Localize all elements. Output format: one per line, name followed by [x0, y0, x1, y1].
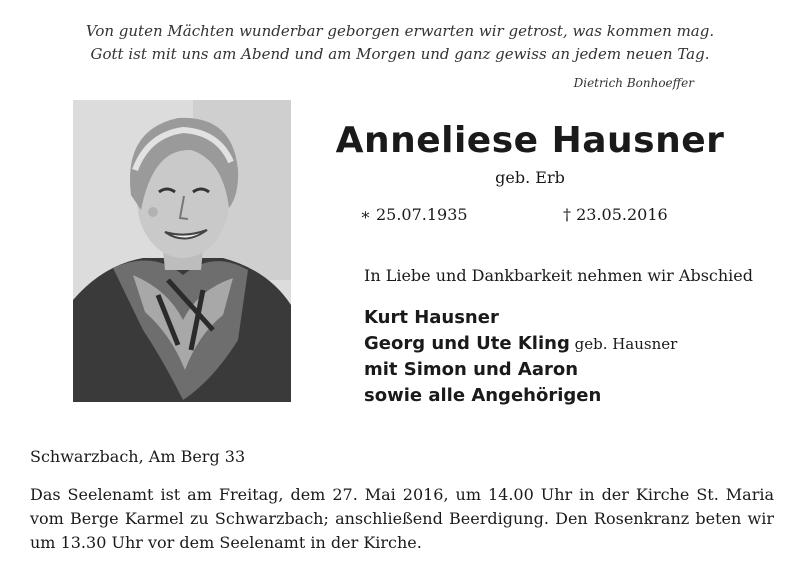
portrait-illustration: [73, 100, 291, 402]
quote-line-2: Gott ist mit uns am Abend und am Morgen und ganz gewiss an jedem neuen Tag.: [90, 45, 710, 63]
family-address: Schwarzbach, Am Berg 33: [30, 447, 246, 466]
mourner-2-note: geb. Hausner: [569, 335, 678, 353]
birth-date: ∗ 25.07.1935: [360, 205, 468, 224]
bonhoeffer-quote: [0, 20, 800, 66]
quote-author: Dietrich Bonhoeffer: [573, 76, 694, 90]
service-info: Das Seelenamt ist am Freitag, dem 27. Mai 2016, um 14.00 Uhr in der Kirche St. Maria vom Berge Karmel zu Schwarzbach; anschließend Beerdigung. Den Rosenkranz beten wir um 13.30 Uhr vor dem Seelenamt in der Kirche.: [30, 485, 774, 552]
mourner-1: Kurt Hausner: [364, 307, 499, 328]
quote-line-1: Von guten Mächten wunderbar geborgen erwarten wir getrost, was kommen mag.: [85, 22, 715, 40]
mourner-2: [364, 331, 677, 357]
deceased-name: Anneliese Hausner: [335, 120, 725, 161]
maiden-name: geb. Erb: [495, 168, 565, 187]
mourner-4: sowie alle Angehörigen: [364, 385, 602, 406]
farewell-text: In Liebe und Dankbarkeit nehmen wir Abschied: [364, 266, 754, 285]
portrait-photo: [73, 100, 291, 402]
mourner-3: mit Simon und Aaron: [364, 359, 579, 380]
mourners-list: [364, 305, 677, 409]
mourner-2-name: Georg und Ute Kling: [364, 333, 570, 354]
death-date: † 23.05.2016: [563, 205, 668, 224]
